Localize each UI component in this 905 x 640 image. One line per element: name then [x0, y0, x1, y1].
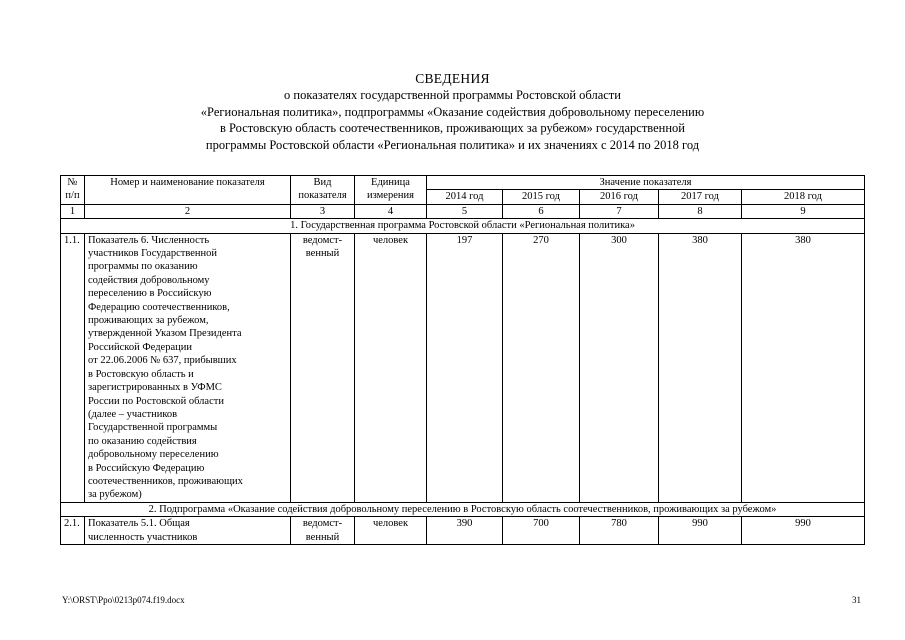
- row-num: 2.1.: [61, 517, 85, 545]
- header-year-2016: 2016 год: [580, 190, 659, 204]
- col-number: 6: [503, 204, 580, 218]
- table-row: [61, 517, 865, 545]
- row-value-2014: 197: [427, 233, 503, 502]
- header-unit: Единица измерения: [355, 176, 427, 205]
- row-value-2016: 780: [580, 517, 659, 545]
- section-row-1: [61, 219, 865, 233]
- section-title-2: 2. Подпрограмма «Оказание содействия добровольному переселению в Ростовскую область соотечественников, проживающих за рубежом»: [61, 502, 865, 516]
- row-value-2017: 990: [659, 517, 742, 545]
- section-row-2: [61, 502, 865, 516]
- row-value-2014: 390: [427, 517, 503, 545]
- row-value-2015: 700: [503, 517, 580, 545]
- row-value-2015: 270: [503, 233, 580, 502]
- header-year-2017: 2017 год: [659, 190, 742, 204]
- indicators-table: [60, 175, 865, 545]
- header-kind: Вид показателя: [291, 176, 355, 205]
- title-line-1: о показателях государственной программы Ростовской области: [284, 88, 621, 102]
- row-value-2016: 300: [580, 233, 659, 502]
- col-number: 4: [355, 204, 427, 218]
- row-value-2018: 990: [742, 517, 865, 545]
- header-year-2018: 2018 год: [742, 190, 865, 204]
- header-num: № п/п: [61, 176, 85, 205]
- header-name: Номер и наименование показателя: [85, 176, 291, 205]
- section-title-1: 1. Государственная программа Ростовской области «Региональная политика»: [61, 219, 865, 233]
- col-number: 2: [85, 204, 291, 218]
- row-unit: человек: [355, 517, 427, 545]
- row-value-2018: 380: [742, 233, 865, 502]
- footer-file-path: Y:\ORST\Ppo\0213p074.f19.docx: [62, 595, 185, 605]
- row-num: 1.1.: [61, 233, 85, 502]
- col-number: 3: [291, 204, 355, 218]
- row-unit: человек: [355, 233, 427, 502]
- footer-page-number: 31: [852, 595, 861, 605]
- column-number-row: [61, 204, 865, 218]
- row-indicator-name: Показатель 5.1. Общая численность участников: [85, 517, 291, 545]
- col-number: 9: [742, 204, 865, 218]
- row-kind: ведомст- венный: [291, 233, 355, 502]
- table-row: [61, 233, 865, 502]
- title-line-2: «Региональная политика», подпрограммы «Оказание содействия добровольному переселению: [200, 104, 705, 119]
- header-year-2014: 2014 год: [427, 190, 503, 204]
- col-number: 5: [427, 204, 503, 218]
- title-line-4: программы Ростовской области «Региональная политика» и их значениях с 2014 по 2018 год: [205, 137, 700, 152]
- header-values-group: Значение показателя: [427, 176, 865, 190]
- col-number: 8: [659, 204, 742, 218]
- col-number: 7: [580, 204, 659, 218]
- document-title: [0, 70, 905, 153]
- header-year-2015: 2015 год: [503, 190, 580, 204]
- title-heading: СВЕДЕНИЯ: [415, 71, 490, 86]
- header-row-1: [61, 176, 865, 190]
- row-value-2017: 380: [659, 233, 742, 502]
- col-number: 1: [61, 204, 85, 218]
- row-indicator-name: Показатель 6. Численность участников Государственной программы по оказанию содействия добровольному переселению в Российскую Федерацию соотечественников, проживающих за рубежом, утвержденной Указом Президента Российской Федерации от 22.06.2006 № 637, прибывших в Ростовскую область и зарегистрированных в УФМС России по Ростовской области (далее – участников Государственной программы по оказанию содействия добровольному переселению в Российскую Федерацию соотечественников, проживающих за рубежом): [85, 233, 291, 502]
- title-line-3: в Ростовскую область соотечественников, проживающих за рубежом» государственной: [219, 121, 685, 135]
- row-kind: ведомст- венный: [291, 517, 355, 545]
